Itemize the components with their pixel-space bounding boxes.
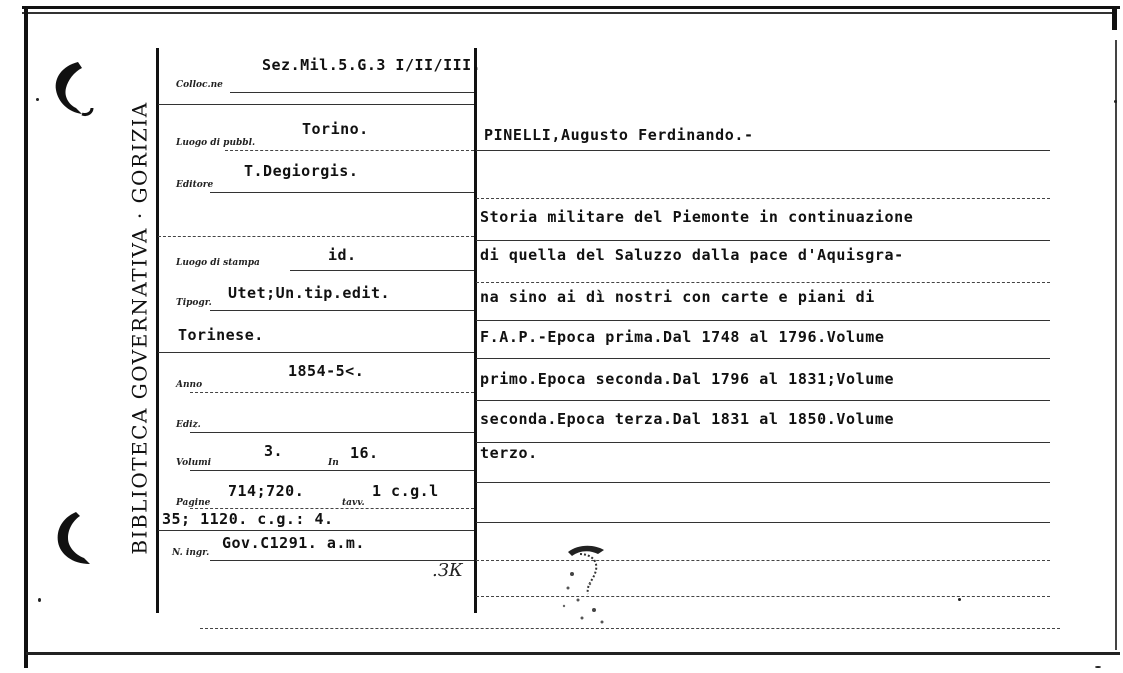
rule-right-2 <box>476 198 1050 199</box>
collocation-label: Colloc.ne <box>176 80 223 90</box>
title-line: na sino ai dì nostri con carte e piani di <box>480 288 875 306</box>
pages-label: Pagine <box>176 498 211 508</box>
punch-hole-top <box>48 58 94 118</box>
rule-volumes <box>190 470 474 471</box>
rule-pages <box>190 508 474 509</box>
rule-author <box>476 150 1050 151</box>
column-divider-left <box>156 48 159 613</box>
place-publication-value: Torino. <box>302 120 369 138</box>
rule-right-10 <box>476 522 1050 523</box>
author-heading: PINELLI,Augusto Ferdinando.- <box>484 126 754 144</box>
figures-label: tavv. <box>342 498 365 508</box>
rule-right-8 <box>476 442 1050 443</box>
year-label: Anno <box>176 380 203 390</box>
card-frame-top <box>22 6 1120 9</box>
rule-right-5 <box>476 320 1050 321</box>
rule-printer <box>210 310 474 311</box>
title-line: terzo. <box>480 444 538 462</box>
rule-right-9 <box>476 482 1050 483</box>
rule-pages-2 <box>158 530 474 531</box>
printer-value: Utet;Un.tip.edit. <box>228 284 391 302</box>
inventory-value: Gov.C1291. a.m. <box>222 534 365 552</box>
rule-section-1 <box>158 104 474 105</box>
punch-hole-bottom <box>50 508 96 568</box>
place-publication-label: Luogo di pubbl. <box>176 138 256 148</box>
volumes-label: Volumi <box>176 458 212 468</box>
inventory-label: N. ingr. <box>172 548 210 558</box>
rule-right-4 <box>476 282 1050 283</box>
publisher-value: T.Degiorgis. <box>244 162 359 180</box>
pages-continued: 35; 1120. c.g.: 4. <box>162 510 334 528</box>
place-printing-value: id. <box>328 246 357 264</box>
library-side-label: BIBLIOTECA GOVERNATIVA · GORIZIA <box>128 101 152 555</box>
card-frame-left <box>24 8 28 668</box>
title-line: di quella del Saluzzo dalla pace d'Aquisgra- <box>480 246 904 264</box>
rule-edition <box>190 432 474 433</box>
rule-blank <box>158 236 474 237</box>
card-frame-right <box>1115 40 1117 650</box>
collocation-value: Sez.Mil.5.G.3 I/II/III. <box>262 56 482 74</box>
rule-collocation <box>230 92 474 93</box>
card-frame-corner <box>1112 8 1117 30</box>
format-label: In <box>328 458 339 468</box>
title-line: seconda.Epoca terza.Dal 1831 al 1850.Volume <box>480 410 895 428</box>
scan-speck <box>1095 666 1101 668</box>
scan-speck <box>1114 100 1117 103</box>
library-stamp <box>550 540 620 630</box>
place-printing-label: Luogo di stampa <box>176 258 260 268</box>
pages-value: 714;720. <box>228 482 305 500</box>
rule-right-3 <box>476 240 1050 241</box>
rule-year <box>190 392 474 393</box>
title-line: primo.Epoca seconda.Dal 1796 al 1831;Volume <box>480 370 895 388</box>
scan-speck <box>38 598 41 602</box>
printer-label: Tipogr. <box>176 298 212 308</box>
volumes-value: 3. <box>264 442 284 460</box>
rule-place-publication <box>225 150 474 151</box>
year-value: 1854-5<. <box>288 362 365 380</box>
card-frame-top-inner <box>22 12 1116 14</box>
publisher-label: Editore <box>176 180 214 190</box>
rule-right-7 <box>476 400 1050 401</box>
rule-publisher <box>210 192 474 193</box>
card-frame-bottom <box>26 652 1120 655</box>
handwritten-mark: .ЗК <box>432 560 463 581</box>
title-line: Storia militare del Piemonte in continuazione <box>480 208 914 226</box>
scan-speck <box>36 98 39 101</box>
rule-right-6 <box>476 358 1050 359</box>
column-divider-middle <box>474 48 477 613</box>
rule-place-printing <box>290 270 474 271</box>
rule-printer-2 <box>158 352 474 353</box>
figures-value: 1 c.g.l <box>372 482 439 500</box>
edition-label: Ediz. <box>176 420 201 430</box>
rule-bottom <box>200 628 1060 629</box>
title-line: F.A.P.-Epoca prima.Dal 1748 al 1796.Volume <box>480 328 885 346</box>
scan-speck <box>958 598 961 601</box>
format-value: 16. <box>350 444 379 462</box>
printer-value-continued: Torinese. <box>178 326 264 344</box>
